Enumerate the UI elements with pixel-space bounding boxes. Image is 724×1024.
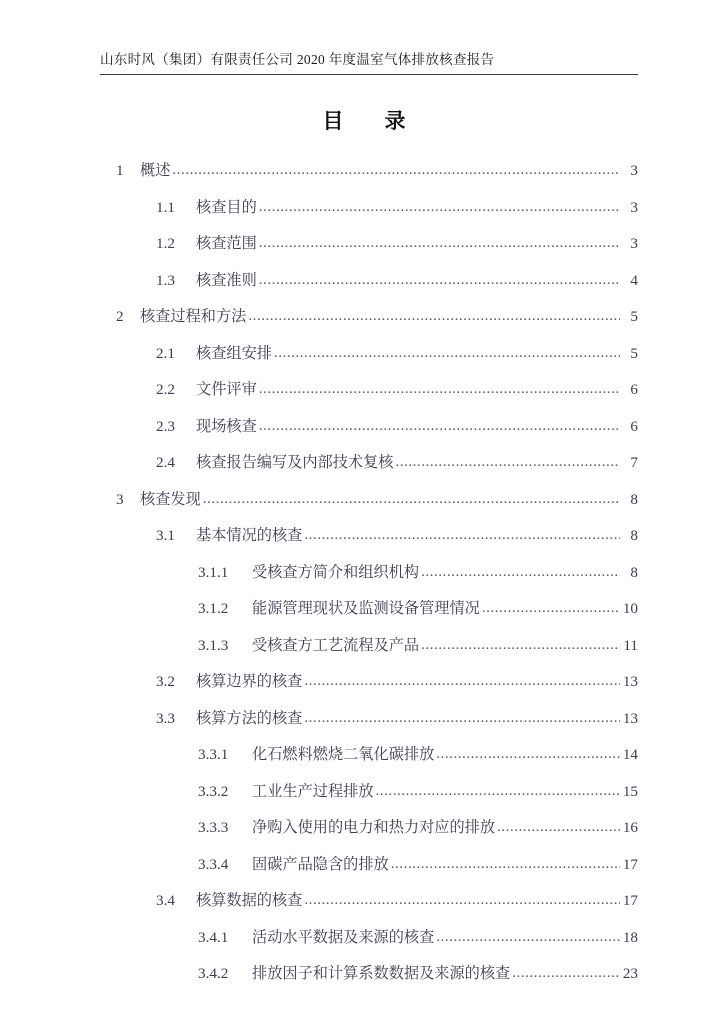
toc-page-number: 3 <box>630 235 638 252</box>
toc-page-number: 10 <box>622 600 638 617</box>
toc-entry[interactable] <box>100 780 638 801</box>
toc-entry[interactable] <box>100 378 638 399</box>
toc-number: 3.3.2 <box>198 782 229 800</box>
toc-label: 核算方法的核查 <box>196 709 303 727</box>
toc-page-number: 17 <box>622 855 638 873</box>
toc-entry[interactable] <box>100 926 638 947</box>
toc-number: 2.2 <box>156 381 175 398</box>
toc-leader <box>391 855 620 873</box>
toc-number: 3.2 <box>156 673 175 690</box>
toc-entry[interactable] <box>100 524 638 545</box>
toc-label: 排放因子和计算系数数据及来源的核查 <box>252 965 511 982</box>
toc-number: 2.1 <box>156 344 175 362</box>
toc-number: 1.1 <box>156 198 175 216</box>
toc-leader <box>421 563 620 581</box>
toc-number: 1.3 <box>156 271 175 289</box>
toc-leader <box>259 380 620 398</box>
toc-leader <box>259 234 620 252</box>
toc-label: 固碳产品隐含的排放 <box>252 855 389 873</box>
toc-page-number: 16 <box>622 819 638 836</box>
toc-number: 1.2 <box>156 235 175 252</box>
toc-label: 现场核查 <box>196 417 257 435</box>
toc-page-number: 8 <box>630 527 638 544</box>
toc-leader <box>482 599 620 617</box>
toc-number: 3.3 <box>156 709 175 727</box>
toc-page-number: 11 <box>623 636 638 654</box>
toc-entry[interactable] <box>100 816 638 837</box>
toc-page-number: 17 <box>622 892 638 909</box>
toc-label: 能源管理现状及监测设备管理情况 <box>252 600 480 617</box>
toc-entry[interactable] <box>100 451 638 472</box>
toc-leader <box>436 745 620 763</box>
toc-label: 活动水平数据及来源的核查 <box>252 928 435 946</box>
toc-entry[interactable] <box>100 159 638 180</box>
toc-page-number: 3 <box>630 162 638 179</box>
header-rule <box>100 74 638 75</box>
toc-page-number: 3 <box>630 198 638 216</box>
toc-entry[interactable] <box>100 670 638 691</box>
toc-number: 1 <box>116 162 124 179</box>
toc-leader <box>203 490 620 508</box>
toc-number: 3.1 <box>156 527 175 544</box>
toc-entry[interactable] <box>100 889 638 910</box>
toc-page-number: 18 <box>622 928 638 946</box>
toc-number: 2.3 <box>156 417 175 435</box>
toc-label: 受核查方工艺流程及产品 <box>252 636 420 654</box>
page-title: 目 录 <box>322 109 416 133</box>
toc-number: 3.4.2 <box>198 965 229 982</box>
toc-entry[interactable] <box>100 232 638 253</box>
toc-page-number: 6 <box>630 417 638 435</box>
table-of-contents <box>100 159 638 983</box>
toc-label: 核查报告编写及内部技术复核 <box>196 454 394 471</box>
toc-page-number: 13 <box>622 673 638 690</box>
toc-entry[interactable] <box>100 743 638 764</box>
toc-number: 2 <box>116 308 124 325</box>
toc-entry[interactable] <box>100 561 638 582</box>
toc-number: 3.4.1 <box>198 928 229 946</box>
toc-entry[interactable] <box>100 962 638 983</box>
toc-label: 文件评审 <box>196 381 257 398</box>
toc-leader <box>304 709 620 727</box>
toc-label: 核查准则 <box>196 271 257 289</box>
toc-label: 核查目的 <box>196 198 257 216</box>
toc-label: 核查范围 <box>196 235 257 252</box>
toc-number: 3.3.3 <box>198 819 229 836</box>
toc-entry[interactable] <box>100 597 638 618</box>
toc-page-number: 5 <box>630 308 638 325</box>
toc-page-number: 4 <box>630 271 638 289</box>
toc-number: 3.3.4 <box>198 855 229 873</box>
toc-entry[interactable] <box>100 634 638 655</box>
toc-number: 2.4 <box>156 454 175 471</box>
toc-leader <box>512 964 620 982</box>
toc-page-number: 8 <box>630 563 638 581</box>
toc-leader <box>274 344 620 362</box>
toc-label: 核查发现 <box>140 490 201 508</box>
toc-label: 净购入使用的电力和热力对应的排放 <box>252 819 495 836</box>
toc-leader <box>304 672 620 690</box>
toc-number: 3 <box>116 490 124 508</box>
toc-entry[interactable] <box>100 707 638 728</box>
toc-label: 工业生产过程排放 <box>252 782 374 800</box>
toc-leader <box>304 526 620 544</box>
toc-leader <box>436 928 620 946</box>
toc-leader <box>304 891 620 909</box>
toc-leader <box>376 782 621 800</box>
toc-page-number: 15 <box>622 782 638 800</box>
toc-label: 受核查方简介和组织机构 <box>252 563 420 581</box>
toc-page-number: 6 <box>630 381 638 398</box>
toc-number: 3.3.1 <box>198 746 229 763</box>
toc-number: 3.1.2 <box>198 600 229 617</box>
toc-label: 概述 <box>140 162 171 179</box>
toc-leader <box>395 453 620 471</box>
toc-label: 基本情况的核查 <box>196 527 303 544</box>
toc-entry[interactable] <box>100 196 638 217</box>
toc-leader <box>248 307 620 325</box>
toc-label: 核算边界的核查 <box>196 673 303 690</box>
toc-number: 3.4 <box>156 892 175 909</box>
toc-label: 化石燃料燃烧二氧化碳排放 <box>252 746 435 763</box>
toc-page-number: 8 <box>630 490 638 508</box>
toc-entry[interactable] <box>100 269 638 290</box>
toc-page-number: 7 <box>630 454 638 471</box>
toc-entry[interactable] <box>100 415 638 436</box>
toc-number: 3.1.3 <box>198 636 229 654</box>
toc-page-number: 23 <box>622 965 638 982</box>
toc-page-number: 5 <box>630 344 638 362</box>
toc-page-number: 14 <box>622 746 638 763</box>
running-header: 山东时风（集团）有限责任公司 2020 年度温室气体排放核查报告 <box>100 52 495 67</box>
toc-leader <box>421 636 620 654</box>
toc-label: 核算数据的核查 <box>196 892 303 909</box>
toc-page-number: 13 <box>622 709 638 727</box>
toc-label: 核查组安排 <box>196 344 272 362</box>
toc-entry[interactable] <box>100 342 638 363</box>
toc-entry[interactable] <box>100 488 638 509</box>
toc-label: 核查过程和方法 <box>140 308 247 325</box>
toc-leader <box>259 271 620 289</box>
toc-number: 3.1.1 <box>198 563 229 581</box>
toc-leader <box>259 417 620 435</box>
toc-entry[interactable] <box>100 305 638 326</box>
toc-entry[interactable] <box>100 853 638 874</box>
toc-leader <box>259 198 620 216</box>
toc-leader <box>172 161 620 179</box>
toc-leader <box>497 818 620 836</box>
